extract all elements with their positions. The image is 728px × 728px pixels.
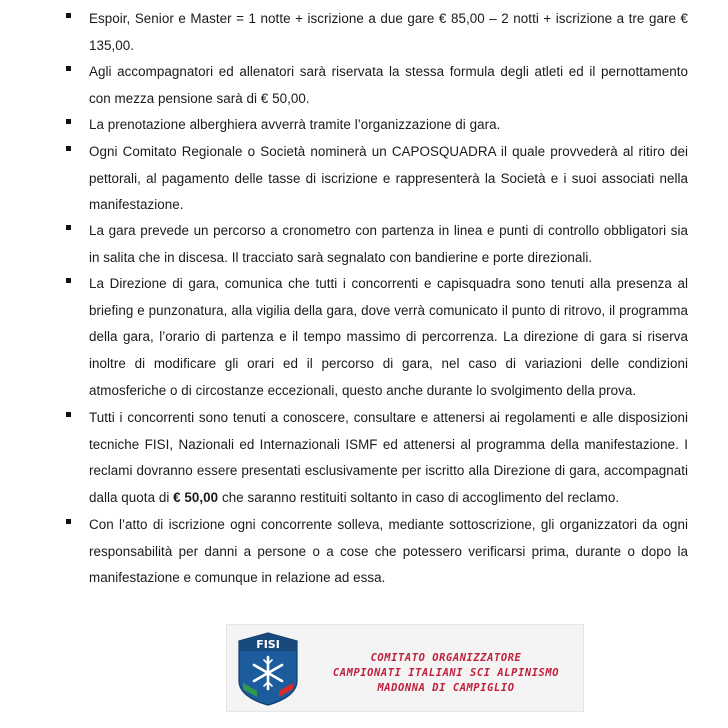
list-item-text: Ogni Comitato Regionale o Società nominerà un CAPOSQUADRA il quale provvederà al ritiro dei pettorali, al pagamento delle tasse di iscrizione e rappresenterà la Società e i suoi associati nella manifestazione. [89, 144, 688, 213]
fee-amount: € 50,00 [173, 490, 219, 506]
bullet-square-icon [66, 225, 71, 230]
list-item-text: La prenotazione alberghiera avverrà tramite l’organizzazione di gara. [89, 117, 501, 132]
svg-text:FISI: FISI [256, 638, 280, 651]
list-item-text: Espoir, Senior e Master = 1 notte + iscrizione a due gare € 85,00 – 2 notti + iscrizione a tre gare € 135,00. [89, 11, 688, 53]
list-item [60, 112, 688, 139]
list-item-text-part: Tutti i concorrenti sono tenuti a conoscere, consultare e attenersi ai regolamenti e alle disposizioni tecniche FISI, Nazionali ed Internazionali ISMF ed attenersi al programma della manifestazione. I reclami dovranno essere presentati esclusivamente per iscritto alla Direzione di gara, accompagnati dalla quota di [89, 410, 688, 506]
list-item [60, 271, 688, 405]
list-item [60, 218, 688, 271]
fisi-logo-icon [235, 631, 301, 707]
bullet-square-icon [66, 119, 71, 124]
organizer-signature-block [226, 624, 584, 712]
bullet-square-icon [66, 13, 71, 18]
list-item-text: La Direzione di gara, comunica che tutti i concorrenti e capisquadra sono tenuti alla presenza al briefing e punzonatura, alla vigilia della gara, dove verrà comunicato il punto di ritrovo, il programma della gara, l’orario di partenza e il tempo massimo di percorrenza. La direzione di gara si riserva inoltre di modificare gli orari ed il percorso di gara, nel caso di variazioni delle condizioni atmosferiche o di circostanze eccezionali, questo anche durante lo svolgimento della prova. [89, 276, 688, 398]
list-item [60, 405, 688, 512]
bullet-square-icon [66, 412, 71, 417]
organizer-line: COMITATO ORGANIZZATORE [370, 652, 522, 664]
list-item-text [89, 405, 688, 512]
list-item-text: Con l’atto di iscrizione ogni concorrente solleva, mediante sottoscrizione, gli organizzatori da ogni responsabilità per danni a persone o a cose che potessero verificarsi prima, durante o dopo la manifestazione e comunque in relazione ad essa. [89, 517, 688, 586]
list-item [60, 6, 688, 59]
list-item [60, 512, 688, 592]
bullet-square-icon [66, 278, 71, 283]
list-item [60, 59, 688, 112]
bullet-square-icon [66, 519, 71, 524]
list-item-text: La gara prevede un percorso a cronometro con partenza in linea e punti di controllo obbligatori sia in salita che in discesa. Il tracciato sarà segnalato con bandierine e porte direzionali. [89, 223, 688, 265]
list-item [60, 139, 688, 219]
list-item-text-part: che saranno restituiti soltanto in caso di accoglimento del reclamo. [218, 490, 620, 506]
bullet-square-icon [66, 66, 71, 71]
event-line: CAMPIONATI ITALIANI SCI ALPINISMO [332, 667, 560, 679]
bullet-square-icon [66, 146, 71, 151]
list-item-text: Agli accompagnatori ed allenatori sarà riservata la stessa formula degli atleti ed il pernottamento con mezza pensione sarà di € 50,00. [89, 64, 688, 106]
location-line: MADONNA DI CAMPIGLIO [377, 682, 515, 694]
